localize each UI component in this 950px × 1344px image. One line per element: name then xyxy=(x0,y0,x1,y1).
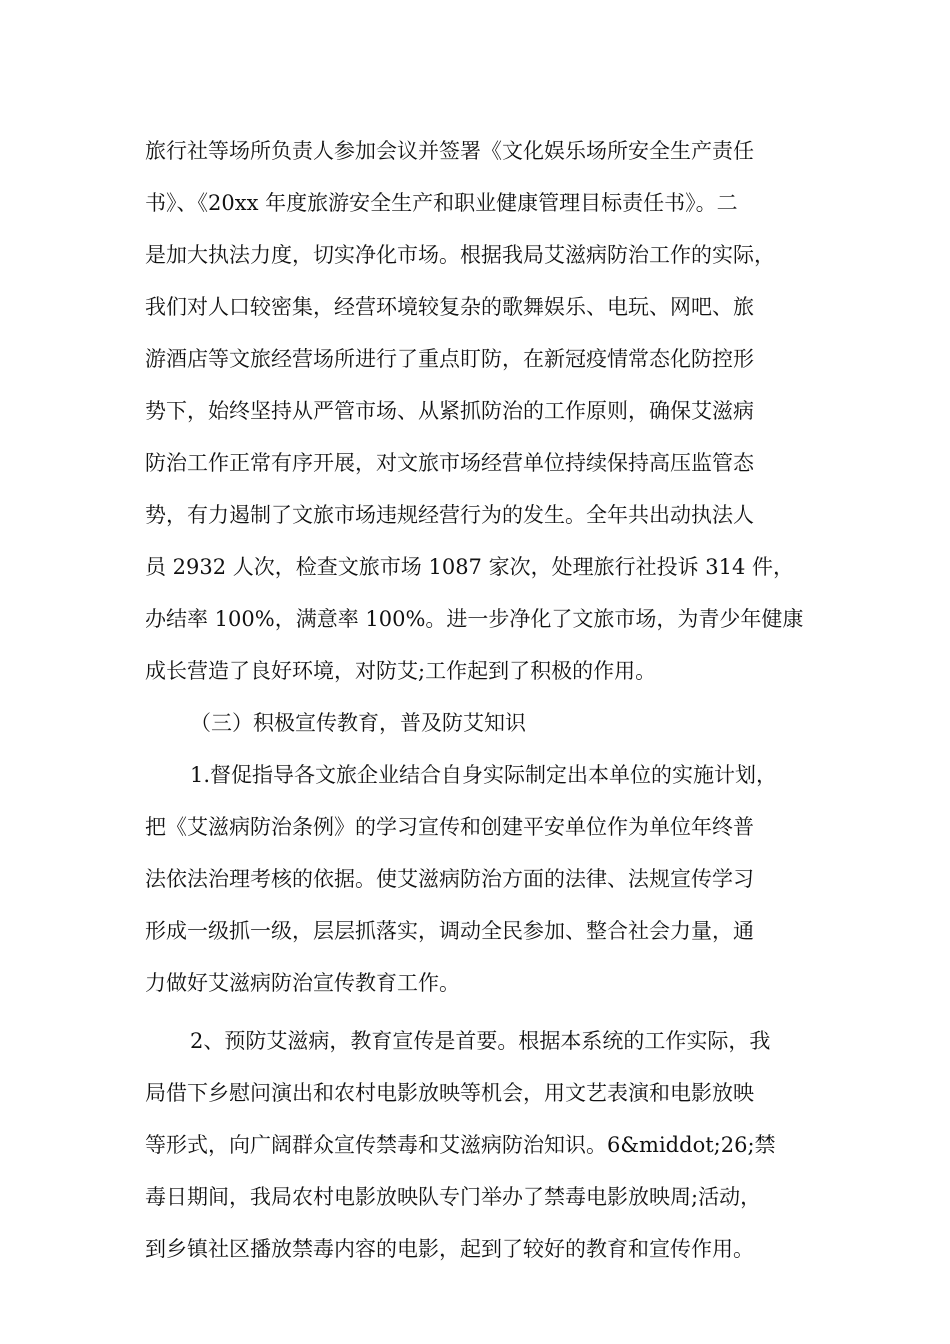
paragraph-line: 防治工作正常有序开展，对文旅市场经营单位持续保持高压监管态 xyxy=(145,451,754,475)
paragraph-line: 办结率 100%，满意率 100%。进一步净化了文旅市场，为青少年健康 xyxy=(145,607,804,631)
paragraph-line: 等形式，向广阔群众宣传禁毒和艾滋病防治知识。6&middot;26;禁 xyxy=(145,1133,776,1157)
paragraph-line: 游酒店等文旅经营场所进行了重点盯防，在新冠疫情常态化防控形 xyxy=(145,347,754,371)
paragraph-line: 法依法治理考核的依据。使艾滋病防治方面的法律、法规宣传学习 xyxy=(145,867,754,891)
paragraph-line: 书》、《20xx 年度旅游安全生产和职业健康管理目标责任书》。二 xyxy=(145,191,738,215)
paragraph-line: 员 2932 人次，检查文旅市场 1087 家次，处理旅行社投诉 314 件， xyxy=(145,555,795,579)
paragraph-line: 是加大执法力度，切实净化市场。根据我局艾滋病防治工作的实际， xyxy=(145,243,775,267)
paragraph-line: 成长营造了良好环境，对防艾;工作起到了积极的作用。 xyxy=(145,659,657,683)
paragraph-line: 把《艾滋病防治条例》的学习宣传和创建平安单位作为单位年终普 xyxy=(145,815,754,839)
paragraph-line: 形成一级抓一级，层层抓落实，调动全民参加、整合社会力量，通 xyxy=(145,919,754,943)
paragraph-line: 2、预防艾滋病，教育宣传是首要。根据本系统的工作实际，我 xyxy=(190,1029,771,1053)
paragraph-line: 1.督促指导各文旅企业结合自身实际制定出本单位的实施计划， xyxy=(190,763,778,787)
paragraph-line: 局借下乡慰问演出和农村电影放映等机会，用文艺表演和电影放映 xyxy=(145,1081,754,1105)
paragraph-line: 到乡镇社区播放禁毒内容的电影，起到了较好的教育和宣传作用。 xyxy=(145,1237,754,1261)
paragraph-line: 力做好艾滋病防治宣传教育工作。 xyxy=(145,971,460,995)
section-heading: （三）积极宣传教育，普及防艾知识 xyxy=(190,711,526,735)
paragraph-line: 毒日期间，我局农村电影放映队专门举办了禁毒电影放映周;活动， xyxy=(145,1185,762,1209)
paragraph-line: 我们对人口较密集，经营环境较复杂的歌舞娱乐、电玩、网吧、旅 xyxy=(145,295,754,319)
paragraph-line: 势，有力遏制了文旅市场违规经营行为的发生。全年共出动执法人 xyxy=(145,503,754,527)
paragraph-line: 势下，始终坚持从严管市场、从紧抓防治的工作原则，确保艾滋病 xyxy=(145,399,754,423)
paragraph-line: 旅行社等场所负责人参加会议并签署《文化娱乐场所安全生产责任 xyxy=(145,139,754,163)
